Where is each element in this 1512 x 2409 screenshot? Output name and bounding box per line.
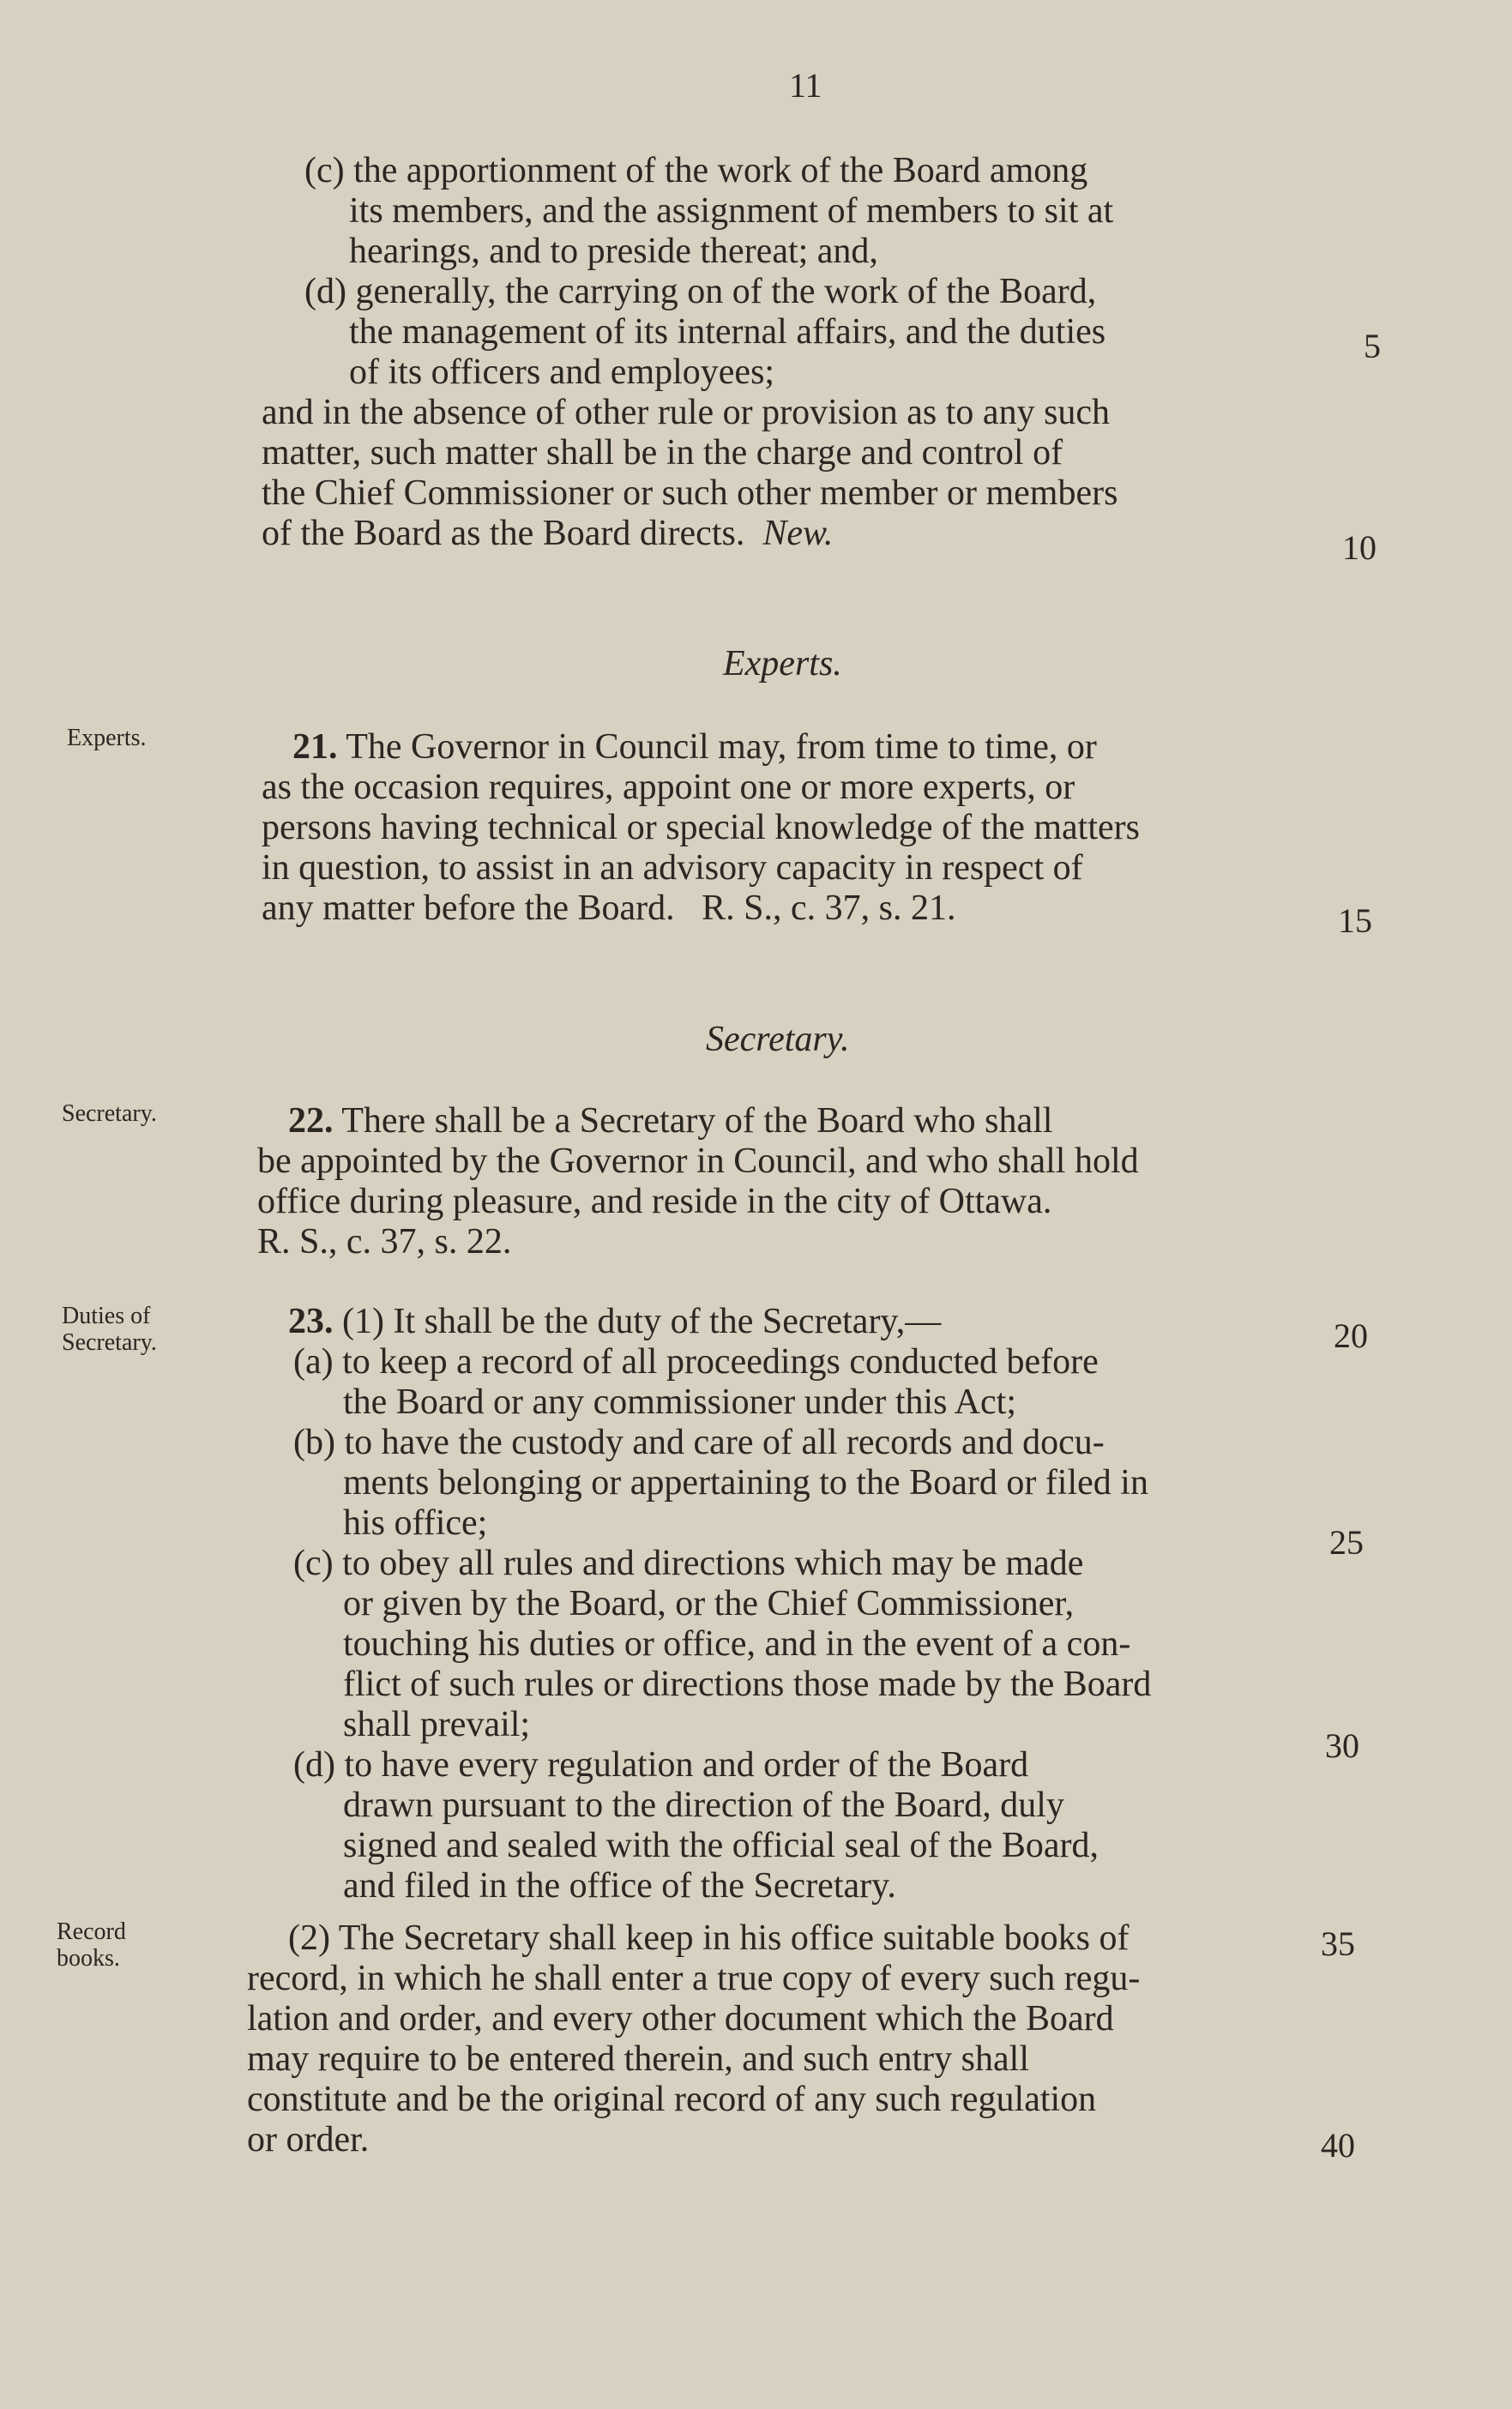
line-number-20: 20 bbox=[1334, 1316, 1368, 1355]
section-22: 22. There shall be a Secretary of the Board who shall be appointed by the Governor in Council, and who shall hold office during pleasure, and reside in the city of Ottawa. R. S., c. 37, s. 22. bbox=[257, 1101, 1139, 1262]
page-number: 11 bbox=[789, 66, 822, 105]
clause-label: (a) bbox=[293, 1342, 334, 1382]
line-number-15: 15 bbox=[1338, 901, 1372, 940]
clause-a: (a) to keep a record of all proceedings conducted before bbox=[293, 1342, 1099, 1382]
section-number: 21. bbox=[292, 727, 338, 767]
section-number: 22. bbox=[288, 1101, 334, 1141]
source-note: New. bbox=[762, 514, 834, 553]
clause-label: (c) bbox=[304, 151, 345, 190]
clause-d: (d) to have every regulation and order of the Board bbox=[293, 1745, 1029, 1785]
source-note: R. S., c. 37, s. 21. bbox=[702, 888, 956, 928]
clause-c: (c) to obey all rules and directions which may be made bbox=[293, 1544, 1084, 1583]
clause-label: (c) bbox=[293, 1544, 334, 1583]
section-number: 23. bbox=[288, 1302, 334, 1341]
line-number-10: 10 bbox=[1342, 528, 1376, 567]
line-number-5: 5 bbox=[1364, 327, 1381, 365]
section-21: 21. The Governor in Council may, from time to time, or as the occasion requires, appoint one or more experts, or persons having technical or special knowledge of the matters in question, to assist in an advisory capacity in respect of any matter before the Board. R. S., c. 37, s. 21. bbox=[262, 727, 1140, 928]
clause-label: (d) bbox=[293, 1745, 335, 1785]
clause-label: (b) bbox=[293, 1423, 335, 1462]
clause-c: (c) the apportionment of the work of the Board among bbox=[304, 151, 1088, 190]
line-number-25: 25 bbox=[1329, 1523, 1364, 1562]
line-number-35: 35 bbox=[1321, 1924, 1355, 1963]
margin-note-duties-of-secretary: Duties of Secretary. bbox=[62, 1303, 157, 1356]
margin-note-record-books: Record books. bbox=[57, 1918, 126, 1972]
clause-b: (b) to have the custody and care of all records and docu- bbox=[293, 1423, 1105, 1462]
clause-d: (d) generally, the carrying on of the work of the Board, bbox=[304, 272, 1097, 311]
heading-secretary: Secretary. bbox=[706, 1020, 850, 1059]
line-number-30: 30 bbox=[1325, 1726, 1359, 1765]
line-number-40: 40 bbox=[1321, 2126, 1355, 2165]
section-23-subsection-2: (2) The Secretary shall keep in his office suitable books of record, in which he shall enter a true copy of every such regu- lation and order, and every other document which the Board may require to be entered therein, and such entry shall constitute and be the original record of any such regulation or order. bbox=[247, 1918, 1141, 2159]
margin-note-experts: Experts. bbox=[67, 725, 147, 751]
section-20-continuation: (c) the apportionment of the work of the Board among its members, and the assignment of members to sit at hearings, and to preside thereat; and, (d) generally, the carrying on of the work of the Board, the management of its internal affairs, and the duties of its officers and employees; bbox=[304, 151, 1114, 392]
heading-experts: Experts. bbox=[723, 644, 842, 684]
section-23: 23. (1) It shall be the duty of the Secretary,— (a) to keep a record of all proceedings conducted before the Board or any commissioner under this Act; (b) to have the custody and care of all records and docu- ments belonging or appertaining to the Board or filed in his office; (c) to obey all rules and directions which may be made or given by the Board, or the Chief Commissioner, touching his duties or office, and in the event of a con- flict of such rules or directions those made by the Board shall prevail; (d) to have every regulation and order of the Board drawn pursuant to the direction of the Board, duly signed and sealed with the official seal of the Board, and filed in the office of the Secretary. bbox=[257, 1302, 1151, 1906]
margin-note-secretary: Secretary. bbox=[62, 1100, 157, 1127]
clause-label: (d) bbox=[304, 272, 346, 311]
section-20-tail: and in the absence of other rule or provision as to any such matter, such matter shall be in the charge and control of the Chief Commissioner or such other member or members of the Board as the Board directs. New. bbox=[262, 393, 1118, 553]
